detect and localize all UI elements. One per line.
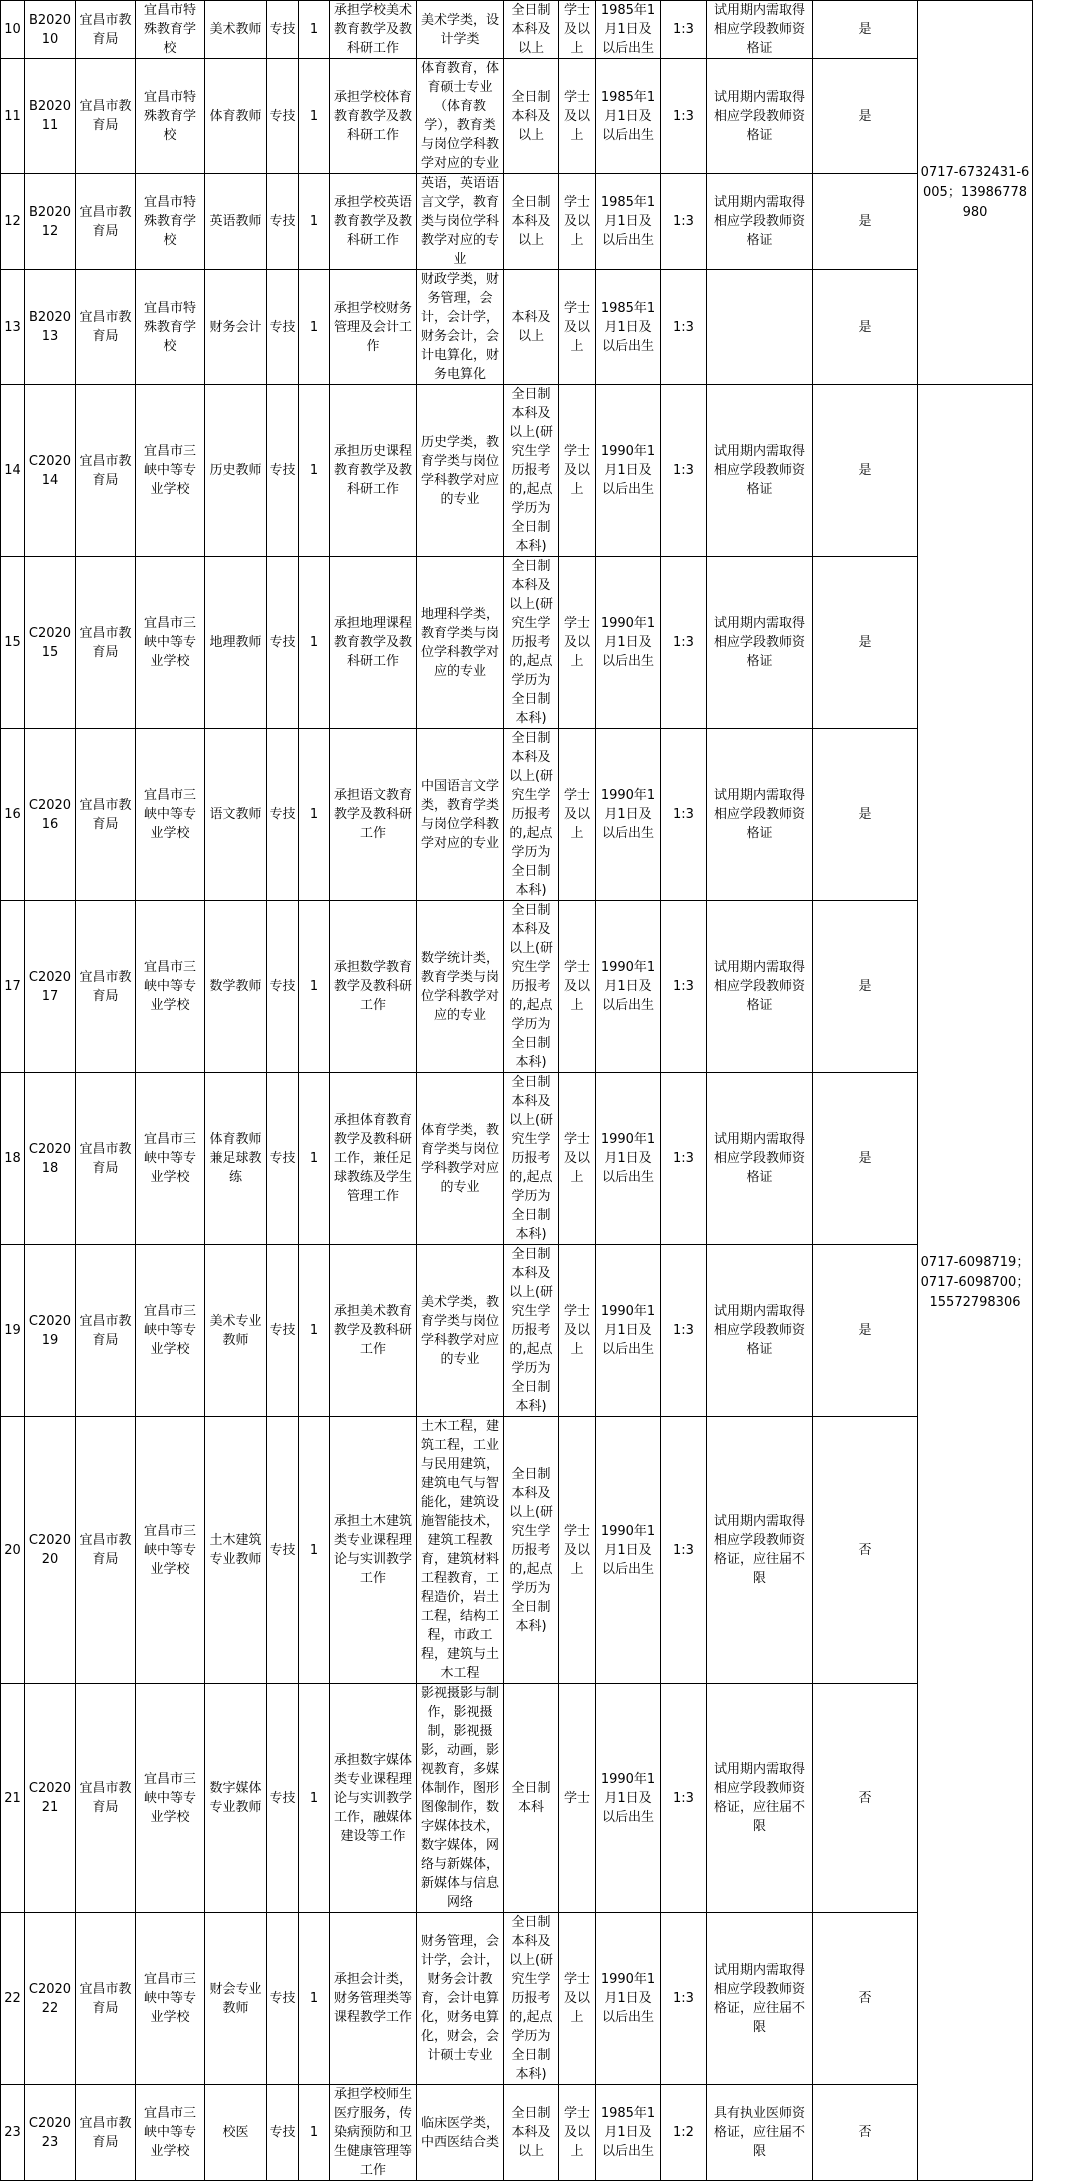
exam-ratio: 1:3 <box>661 557 707 729</box>
table-row <box>1 1245 1033 1417</box>
job-duty: 承担学校美术教育教学及教科研工作 <box>330 1 417 59</box>
degree-requirement: 学士及以上 <box>559 1245 596 1417</box>
degree-requirement: 学士及以上 <box>559 174 596 270</box>
major-requirement: 美术学类，教育学类与岗位学科教学对应的专业 <box>417 1245 504 1417</box>
exam-flag: 是 <box>813 59 918 174</box>
position-name: 财会专业教师 <box>205 1913 267 2085</box>
exam-ratio: 1:3 <box>661 1 707 59</box>
age-requirement: 1990年1月1日及以后出生 <box>596 1417 661 1684</box>
exam-ratio: 1:3 <box>661 1417 707 1684</box>
position-category: 专技 <box>267 901 299 1073</box>
row-number: 17 <box>1 901 25 1073</box>
major-requirement: 地理科学类，教育学类与岗位学科教学对应的专业 <box>417 557 504 729</box>
age-requirement: 1990年1月1日及以后出生 <box>596 729 661 901</box>
position-name: 校医 <box>205 2085 267 2181</box>
major-requirement: 中国语言文学类，教育学类与岗位学科教学对应的专业 <box>417 729 504 901</box>
major-requirement: 美术学类，设计学类 <box>417 1 504 59</box>
recruiting-school: 宜昌市三峡中等专业学校 <box>136 1245 205 1417</box>
position-category: 专技 <box>267 1417 299 1684</box>
table-row <box>1 174 1033 270</box>
degree-requirement: 学士及以上 <box>559 385 596 557</box>
supervising-unit: 宜昌市教育局 <box>76 1245 136 1417</box>
degree-requirement: 学士及以上 <box>559 2085 596 2181</box>
position-count: 1 <box>299 1684 330 1913</box>
position-name: 英语教师 <box>205 174 267 270</box>
position-count: 1 <box>299 1 330 59</box>
other-requirement: 试用期内需取得相应学段教师资格证 <box>707 385 813 557</box>
age-requirement: 1990年1月1日及以后出生 <box>596 901 661 1073</box>
recruiting-school: 宜昌市三峡中等专业学校 <box>136 385 205 557</box>
education-requirement: 全日制本科及以上 <box>504 1 559 59</box>
education-requirement: 本科及以上 <box>504 270 559 385</box>
degree-requirement: 学士及以上 <box>559 557 596 729</box>
position-count: 1 <box>299 901 330 1073</box>
job-duty: 承担历史课程教育教学及教科研工作 <box>330 385 417 557</box>
major-requirement: 影视摄影与制作，影视摄制，影视摄影，动画，影视教育，多媒体制作，图形图像制作，数字媒体技术，数字媒体，网络与新媒体，新媒体与信息网络 <box>417 1684 504 1913</box>
education-requirement: 全日制本科及以上(研究生学历报考的,起点学历为全日制本科) <box>504 557 559 729</box>
education-requirement: 全日制本科及以上 <box>504 2085 559 2181</box>
recruiting-school: 宜昌市三峡中等专业学校 <box>136 557 205 729</box>
position-count: 1 <box>299 729 330 901</box>
table-row <box>1 59 1033 174</box>
position-code: C202021 <box>25 1684 76 1913</box>
position-category: 专技 <box>267 174 299 270</box>
position-count: 1 <box>299 1245 330 1417</box>
table-row <box>1 557 1033 729</box>
degree-requirement: 学士及以上 <box>559 1073 596 1245</box>
recruiting-school: 宜昌市三峡中等专业学校 <box>136 1073 205 1245</box>
table-row <box>1 1417 1033 1684</box>
degree-requirement: 学士及以上 <box>559 59 596 174</box>
education-requirement: 全日制本科及以上(研究生学历报考的,起点学历为全日制本科) <box>504 1417 559 1684</box>
major-requirement: 体育教育，体育硕士专业（体育教学），教育类与岗位学科教学对应的专业 <box>417 59 504 174</box>
other-requirement: 具有执业医师资格证，应往届不限 <box>707 2085 813 2181</box>
position-category: 专技 <box>267 1073 299 1245</box>
exam-flag: 是 <box>813 557 918 729</box>
recruiting-school: 宜昌市三峡中等专业学校 <box>136 2085 205 2181</box>
degree-requirement: 学士及以上 <box>559 729 596 901</box>
job-duty: 承担数字媒体类专业课程理论与实训教学工作，融媒体建设等工作 <box>330 1684 417 1913</box>
exam-flag: 是 <box>813 901 918 1073</box>
other-requirement: 试用期内需取得相应学段教师资格证 <box>707 59 813 174</box>
contact-phone: 0717-6098719；0717-6098700；15572798306 <box>918 385 1033 2181</box>
position-count: 1 <box>299 270 330 385</box>
supervising-unit: 宜昌市教育局 <box>76 557 136 729</box>
position-code: C202015 <box>25 557 76 729</box>
exam-flag: 是 <box>813 1245 918 1417</box>
table-row <box>1 729 1033 901</box>
other-requirement: 试用期内需取得相应学段教师资格证，应往届不限 <box>707 1417 813 1684</box>
job-duty: 承担学校体育教育教学及教科研工作 <box>330 59 417 174</box>
position-category: 专技 <box>267 729 299 901</box>
age-requirement: 1985年1月1日及以后出生 <box>596 1 661 59</box>
position-name: 土木建筑专业教师 <box>205 1417 267 1684</box>
major-requirement: 财务管理，会计学，会计，财务会计教育，会计电算化，财务电算化，财会，会计硕士专业 <box>417 1913 504 2085</box>
job-duty: 承担土木建筑类专业课程理论与实训教学工作 <box>330 1417 417 1684</box>
position-code: B202012 <box>25 174 76 270</box>
recruiting-school: 宜昌市特殊教育学校 <box>136 1 205 59</box>
other-requirement: 试用期内需取得相应学段教师资格证 <box>707 174 813 270</box>
exam-ratio: 1:3 <box>661 1684 707 1913</box>
position-category: 专技 <box>267 59 299 174</box>
row-number: 12 <box>1 174 25 270</box>
position-category: 专技 <box>267 1913 299 2085</box>
row-number: 11 <box>1 59 25 174</box>
age-requirement: 1990年1月1日及以后出生 <box>596 557 661 729</box>
other-requirement: 试用期内需取得相应学段教师资格证 <box>707 729 813 901</box>
degree-requirement: 学士及以上 <box>559 1 596 59</box>
job-duty: 承担地理课程教育教学及教科研工作 <box>330 557 417 729</box>
position-count: 1 <box>299 174 330 270</box>
position-category: 专技 <box>267 1 299 59</box>
job-duty: 承担数学教育教学及教科研工作 <box>330 901 417 1073</box>
education-requirement: 全日制本科及以上(研究生学历报考的,起点学历为全日制本科) <box>504 1245 559 1417</box>
position-count: 1 <box>299 1073 330 1245</box>
exam-flag: 是 <box>813 385 918 557</box>
supervising-unit: 宜昌市教育局 <box>76 901 136 1073</box>
education-requirement: 全日制本科 <box>504 1684 559 1913</box>
job-duty: 承担会计类，财务管理类等课程教学工作 <box>330 1913 417 2085</box>
supervising-unit: 宜昌市教育局 <box>76 270 136 385</box>
position-count: 1 <box>299 557 330 729</box>
recruiting-school: 宜昌市三峡中等专业学校 <box>136 1684 205 1913</box>
supervising-unit: 宜昌市教育局 <box>76 1417 136 1684</box>
major-requirement: 体育学类，教育学类与岗位学科教学对应的专业 <box>417 1073 504 1245</box>
row-number: 15 <box>1 557 25 729</box>
job-duty: 承担学校财务管理及会计工作 <box>330 270 417 385</box>
row-number: 19 <box>1 1245 25 1417</box>
major-requirement: 土木工程，建筑工程，工业与民用建筑，建筑电气与智能化，建筑设施智能技术，建筑工程教育，建筑材料工程教育，工程造价，岩土工程，结构工程，市政工程，建筑与土木工程 <box>417 1417 504 1684</box>
position-code: C202022 <box>25 1913 76 2085</box>
education-requirement: 全日制本科及以上(研究生学历报考的,起点学历为全日制本科) <box>504 1913 559 2085</box>
exam-flag: 是 <box>813 270 918 385</box>
other-requirement <box>707 270 813 385</box>
major-requirement: 历史学类，教育学类与岗位学科教学对应的专业 <box>417 385 504 557</box>
position-code: C202017 <box>25 901 76 1073</box>
position-name: 地理教师 <box>205 557 267 729</box>
age-requirement: 1985年1月1日及以后出生 <box>596 270 661 385</box>
exam-ratio: 1:3 <box>661 1073 707 1245</box>
degree-requirement: 学士及以上 <box>559 901 596 1073</box>
row-number: 21 <box>1 1684 25 1913</box>
supervising-unit: 宜昌市教育局 <box>76 729 136 901</box>
job-duty: 承担学校英语教育教学及教科研工作 <box>330 174 417 270</box>
position-name: 美术专业教师 <box>205 1245 267 1417</box>
major-requirement: 数学统计类，教育学类与岗位学科教学对应的专业 <box>417 901 504 1073</box>
position-category: 专技 <box>267 385 299 557</box>
major-requirement: 临床医学类，中西医结合类 <box>417 2085 504 2181</box>
row-number: 18 <box>1 1073 25 1245</box>
exam-ratio: 1:2 <box>661 2085 707 2181</box>
position-name: 历史教师 <box>205 385 267 557</box>
age-requirement: 1990年1月1日及以后出生 <box>596 1245 661 1417</box>
position-code: C202018 <box>25 1073 76 1245</box>
other-requirement: 试用期内需取得相应学段教师资格证，应往届不限 <box>707 1684 813 1913</box>
table-row <box>1 1 1033 59</box>
education-requirement: 全日制本科及以上(研究生学历报考的,起点学历为全日制本科) <box>504 729 559 901</box>
education-requirement: 全日制本科及以上(研究生学历报考的,起点学历为全日制本科) <box>504 1073 559 1245</box>
row-number: 20 <box>1 1417 25 1684</box>
other-requirement: 试用期内需取得相应学段教师资格证 <box>707 901 813 1073</box>
supervising-unit: 宜昌市教育局 <box>76 1913 136 2085</box>
other-requirement: 试用期内需取得相应学段教师资格证 <box>707 1 813 59</box>
other-requirement: 试用期内需取得相应学段教师资格证 <box>707 1245 813 1417</box>
education-requirement: 全日制本科及以上(研究生学历报考的,起点学历为全日制本科) <box>504 385 559 557</box>
recruiting-school: 宜昌市三峡中等专业学校 <box>136 729 205 901</box>
exam-ratio: 1:3 <box>661 59 707 174</box>
recruiting-school: 宜昌市三峡中等专业学校 <box>136 901 205 1073</box>
position-code: C202023 <box>25 2085 76 2181</box>
degree-requirement: 学士及以上 <box>559 1913 596 2085</box>
table-body <box>1 1 1033 2181</box>
row-number: 14 <box>1 385 25 557</box>
exam-ratio: 1:3 <box>661 385 707 557</box>
other-requirement: 试用期内需取得相应学段教师资格证，应往届不限 <box>707 1913 813 2085</box>
age-requirement: 1990年1月1日及以后出生 <box>596 1073 661 1245</box>
row-number: 13 <box>1 270 25 385</box>
row-number: 23 <box>1 2085 25 2181</box>
education-requirement: 全日制本科及以上 <box>504 59 559 174</box>
age-requirement: 1985年1月1日及以后出生 <box>596 2085 661 2181</box>
row-number: 10 <box>1 1 25 59</box>
degree-requirement: 学士及以上 <box>559 1417 596 1684</box>
table-row <box>1 270 1033 385</box>
supervising-unit: 宜昌市教育局 <box>76 1073 136 1245</box>
position-code: C202020 <box>25 1417 76 1684</box>
recruiting-school: 宜昌市三峡中等专业学校 <box>136 1913 205 2085</box>
table-row <box>1 385 1033 557</box>
position-name: 语文教师 <box>205 729 267 901</box>
job-duty: 承担学校师生医疗服务，传染病预防和卫生健康管理等工作 <box>330 2085 417 2181</box>
recruiting-school: 宜昌市特殊教育学校 <box>136 59 205 174</box>
age-requirement: 1990年1月1日及以后出生 <box>596 1684 661 1913</box>
position-count: 1 <box>299 59 330 174</box>
position-name: 数字媒体专业教师 <box>205 1684 267 1913</box>
position-count: 1 <box>299 385 330 557</box>
age-requirement: 1990年1月1日及以后出生 <box>596 385 661 557</box>
position-category: 专技 <box>267 557 299 729</box>
recruiting-school: 宜昌市三峡中等专业学校 <box>136 1417 205 1684</box>
position-category: 专技 <box>267 270 299 385</box>
position-category: 专技 <box>267 2085 299 2181</box>
age-requirement: 1985年1月1日及以后出生 <box>596 59 661 174</box>
exam-ratio: 1:3 <box>661 174 707 270</box>
position-name: 体育教师 <box>205 59 267 174</box>
row-number: 16 <box>1 729 25 901</box>
age-requirement: 1985年1月1日及以后出生 <box>596 174 661 270</box>
position-name: 美术教师 <box>205 1 267 59</box>
exam-flag: 否 <box>813 1684 918 1913</box>
position-code: B202010 <box>25 1 76 59</box>
row-number: 22 <box>1 1913 25 2085</box>
exam-flag: 是 <box>813 729 918 901</box>
education-requirement: 全日制本科及以上(研究生学历报考的,起点学历为全日制本科) <box>504 901 559 1073</box>
position-category: 专技 <box>267 1245 299 1417</box>
exam-ratio: 1:3 <box>661 729 707 901</box>
major-requirement: 财政学类，财务管理，会计，会计学，财务会计，会计电算化，财务电算化 <box>417 270 504 385</box>
position-code: B202013 <box>25 270 76 385</box>
major-requirement: 英语，英语语言文学，教育类与岗位学科教学对应的专业 <box>417 174 504 270</box>
position-category: 专技 <box>267 1684 299 1913</box>
age-requirement: 1990年1月1日及以后出生 <box>596 1913 661 2085</box>
exam-ratio: 1:3 <box>661 1913 707 2085</box>
exam-flag: 否 <box>813 2085 918 2181</box>
supervising-unit: 宜昌市教育局 <box>76 2085 136 2181</box>
table-row <box>1 901 1033 1073</box>
position-name: 财务会计 <box>205 270 267 385</box>
job-duty: 承担语文教育教学及教科研工作 <box>330 729 417 901</box>
exam-ratio: 1:3 <box>661 270 707 385</box>
degree-requirement: 学士 <box>559 1684 596 1913</box>
supervising-unit: 宜昌市教育局 <box>76 385 136 557</box>
recruiting-school: 宜昌市特殊教育学校 <box>136 174 205 270</box>
supervising-unit: 宜昌市教育局 <box>76 174 136 270</box>
job-duty: 承担美术教育教学及教科研工作 <box>330 1245 417 1417</box>
exam-ratio: 1:3 <box>661 901 707 1073</box>
position-count: 1 <box>299 2085 330 2181</box>
table-row <box>1 1913 1033 2085</box>
exam-flag: 否 <box>813 1913 918 2085</box>
other-requirement: 试用期内需取得相应学段教师资格证 <box>707 1073 813 1245</box>
education-requirement: 全日制本科及以上 <box>504 174 559 270</box>
exam-flag: 否 <box>813 1417 918 1684</box>
exam-flag: 是 <box>813 1 918 59</box>
contact-phone: 0717-6732431-6005；13986778980 <box>918 1 1033 385</box>
table-row <box>1 2085 1033 2181</box>
position-code: C202019 <box>25 1245 76 1417</box>
table-row <box>1 1073 1033 1245</box>
supervising-unit: 宜昌市教育局 <box>76 1684 136 1913</box>
exam-ratio: 1:3 <box>661 1245 707 1417</box>
position-count: 1 <box>299 1913 330 2085</box>
position-name: 体育教师兼足球教练 <box>205 1073 267 1245</box>
supervising-unit: 宜昌市教育局 <box>76 1 136 59</box>
exam-flag: 是 <box>813 174 918 270</box>
job-duty: 承担体育教育教学及教科研工作，兼任足球教练及学生管理工作 <box>330 1073 417 1245</box>
table-row <box>1 1684 1033 1913</box>
supervising-unit: 宜昌市教育局 <box>76 59 136 174</box>
other-requirement: 试用期内需取得相应学段教师资格证 <box>707 557 813 729</box>
position-code: B202011 <box>25 59 76 174</box>
recruiting-school: 宜昌市特殊教育学校 <box>136 270 205 385</box>
position-code: C202016 <box>25 729 76 901</box>
exam-flag: 是 <box>813 1073 918 1245</box>
position-name: 数学教师 <box>205 901 267 1073</box>
position-code: C202014 <box>25 385 76 557</box>
degree-requirement: 学士及以上 <box>559 270 596 385</box>
position-count: 1 <box>299 1417 330 1684</box>
